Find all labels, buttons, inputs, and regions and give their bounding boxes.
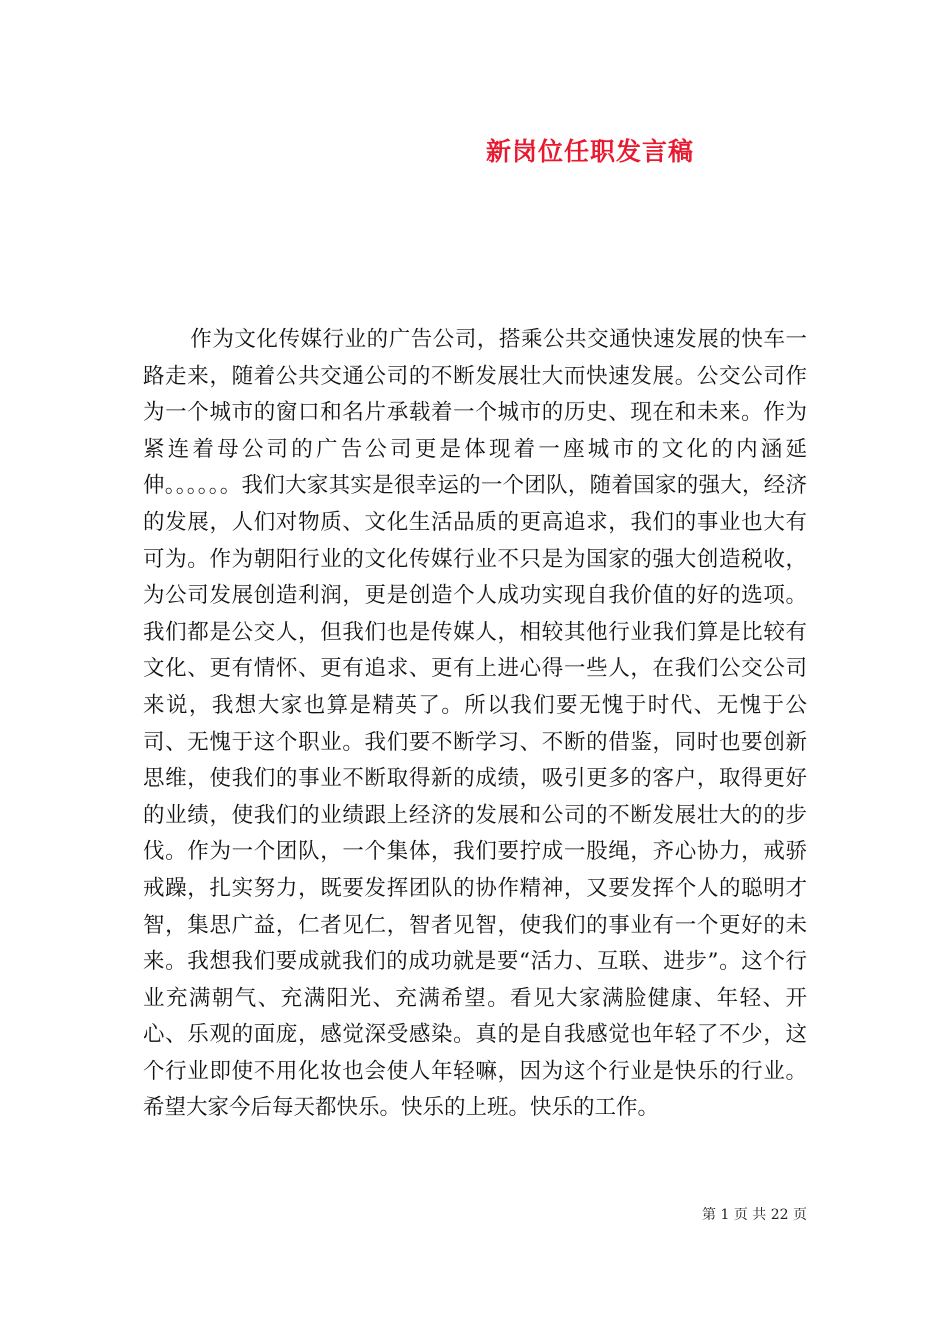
body-paragraph: 作为文化传媒行业的广告公司，搭乘公共交通快速发展的快车一路走来，随着公共交通公司的不断发展壮大而快速发展。公交公司作为一个城市的窗口和名片承载着一个城市的历史、现在和未来。作为紧连着母公司的广告公司更是体现着一座城市的文化的内涵延伸。。。。。。我们大家其实是很幸运的一个团队，随着国家的强大，经济的发展，人们对物质、文化生活品质的更高追求，我们的事业也大有可为。作为朝阳行业的文化传媒行业不只是为国家的强大创造税收，为公司发展创造利润，更是创造个人成功实现自我价值的好的选项。我们都是公交人，但我们也是传媒人，相较其他行业我们算是比较有文化、更有情怀、更有追求、更有上进心得一些人，在我们公交公司来说，我想大家也算是精英了。所以我们要无愧于时代、无愧于公司、无愧于这个职业。我们要不断学习、不断的借鉴，同时也要创新思维，使我们的事业不断取得新的成绩，吸引更多的客户，取得更好的业绩，使我们的业绩跟上经济的发展和公司的不断发展壮大的的步伐。作为一个团队，一个集体，我们要拧成一股绳，齐心协力，戒骄戒躁，扎实努力，既要发挥团队的协作精神，又要发挥个人的聪明才智，集思广益，仁者见仁，智者见智，使我们的事业有一个更好的未来。我想我们要成就我们的成功就是要“活力、互联、进步”。这个行业充满朝气、充满阳光、充满希望。看见大家满脸健康、年轻、开心、乐观的面庞，感觉深受感染。真的是自我感觉也年轻了不少，这个行业即使不用化妆也会使人年轻嘛，因为这个行业是快乐的行业。希望大家今后每天都快乐。快乐的上班。快乐的工作。 — [143, 327, 807, 1121]
body-text — [143, 322, 807, 1127]
page-title: 新岗位任职发言稿 — [485, 137, 694, 166]
page-footer: 第 1 页 共 22 页 — [702, 1207, 807, 1223]
